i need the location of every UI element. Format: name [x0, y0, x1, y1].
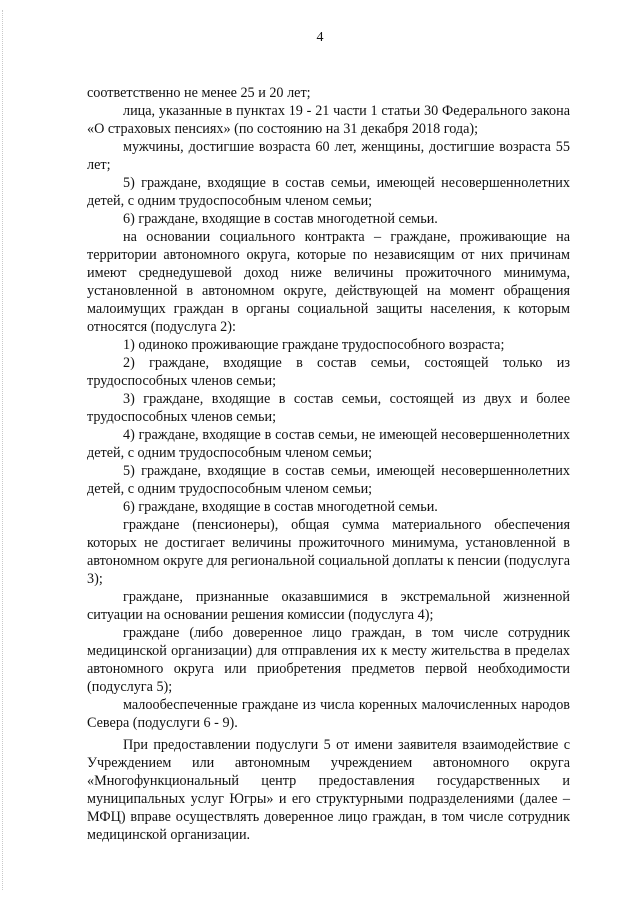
- page-number: 4: [316, 30, 324, 45]
- paragraph: 6) граждане, входящие в состав многодетной семьи.: [123, 211, 438, 227]
- scan-edge-artifact: [2, 10, 4, 890]
- paragraph: на основании социального контракта – граждане, проживающие на территории автономного округа, которые по независящим от них причинам имеют среднедушевой доход ниже величины прожиточного минимума, установленной в автономном округе, действующей на момент обращения малоимущих граждан в органы социальной защиты населения, к которым относятся (подуслуга 2):: [87, 229, 570, 335]
- paragraph: 5) граждане, входящие в состав семьи, имеющей несовершеннолетних детей, с одним трудоспособным членом семьи;: [87, 175, 570, 209]
- paragraph: малообеспеченные граждане из числа коренных малочисленных народов Севера (подуслуги 6 - 9).: [87, 697, 570, 731]
- paragraph: граждане, признанные оказавшимися в экстремальной жизненной ситуации на основании решения комиссии (подуслуга 4);: [87, 589, 570, 623]
- paragraph: 6) граждане, входящие в состав многодетной семьи.: [123, 499, 438, 515]
- paragraph: лица, указанные в пунктах 19 - 21 части 1 статьи 30 Федерального закона «О страховых пенсиях» (по состоянию на 31 декабря 2018 года);: [87, 103, 570, 137]
- paragraph: мужчины, достигшие возраста 60 лет, женщины, достигшие возраста 55 лет;: [87, 139, 570, 173]
- paragraph: 1) одиноко проживающие граждане трудоспособного возраста;: [123, 337, 505, 353]
- paragraph: граждане (пенсионеры), общая сумма материального обеспечения которых не достигает величины прожиточного минимума, установленной в автономном округе для региональной социальной доплаты к пенсии (подуслуга 3);: [87, 517, 570, 587]
- paragraph: граждане (либо доверенное лицо граждан, в том числе сотрудник медицинской организации) для отправления их к месту жительства в пределах автономного округа или приобретения предметов первой необходимости (подуслуга 5);: [87, 625, 570, 695]
- paragraph: 5) граждане, входящие в состав семьи, имеющей несовершеннолетних детей, с одним трудоспособным членом семьи;: [87, 463, 570, 497]
- paragraph: При предоставлении подуслуги 5 от имени заявителя взаимодействие с Учреждением или автономным учреждением автономного округа «Многофункциональный центр предоставления государственных и муниципальных услуг Югры» и его структурными подразделениями (далее – МФЦ) вправе осуществлять доверенное лицо граждан, в том числе сотрудник медицинской организации.: [87, 737, 570, 843]
- paragraph: 4) граждане, входящие в состав семьи, не имеющей несовершеннолетних детей, с одним трудоспособным членом семьи;: [87, 427, 570, 461]
- document-body: [87, 84, 570, 844]
- paragraph: 2) граждане, входящие в состав семьи, состоящей только из трудоспособных членов семьи;: [87, 355, 570, 389]
- paragraph: соответственно не менее 25 и 20 лет;: [87, 85, 311, 101]
- paragraph: 3) граждане, входящие в состав семьи, состоящей из двух и более трудоспособных членов семьи;: [87, 391, 570, 425]
